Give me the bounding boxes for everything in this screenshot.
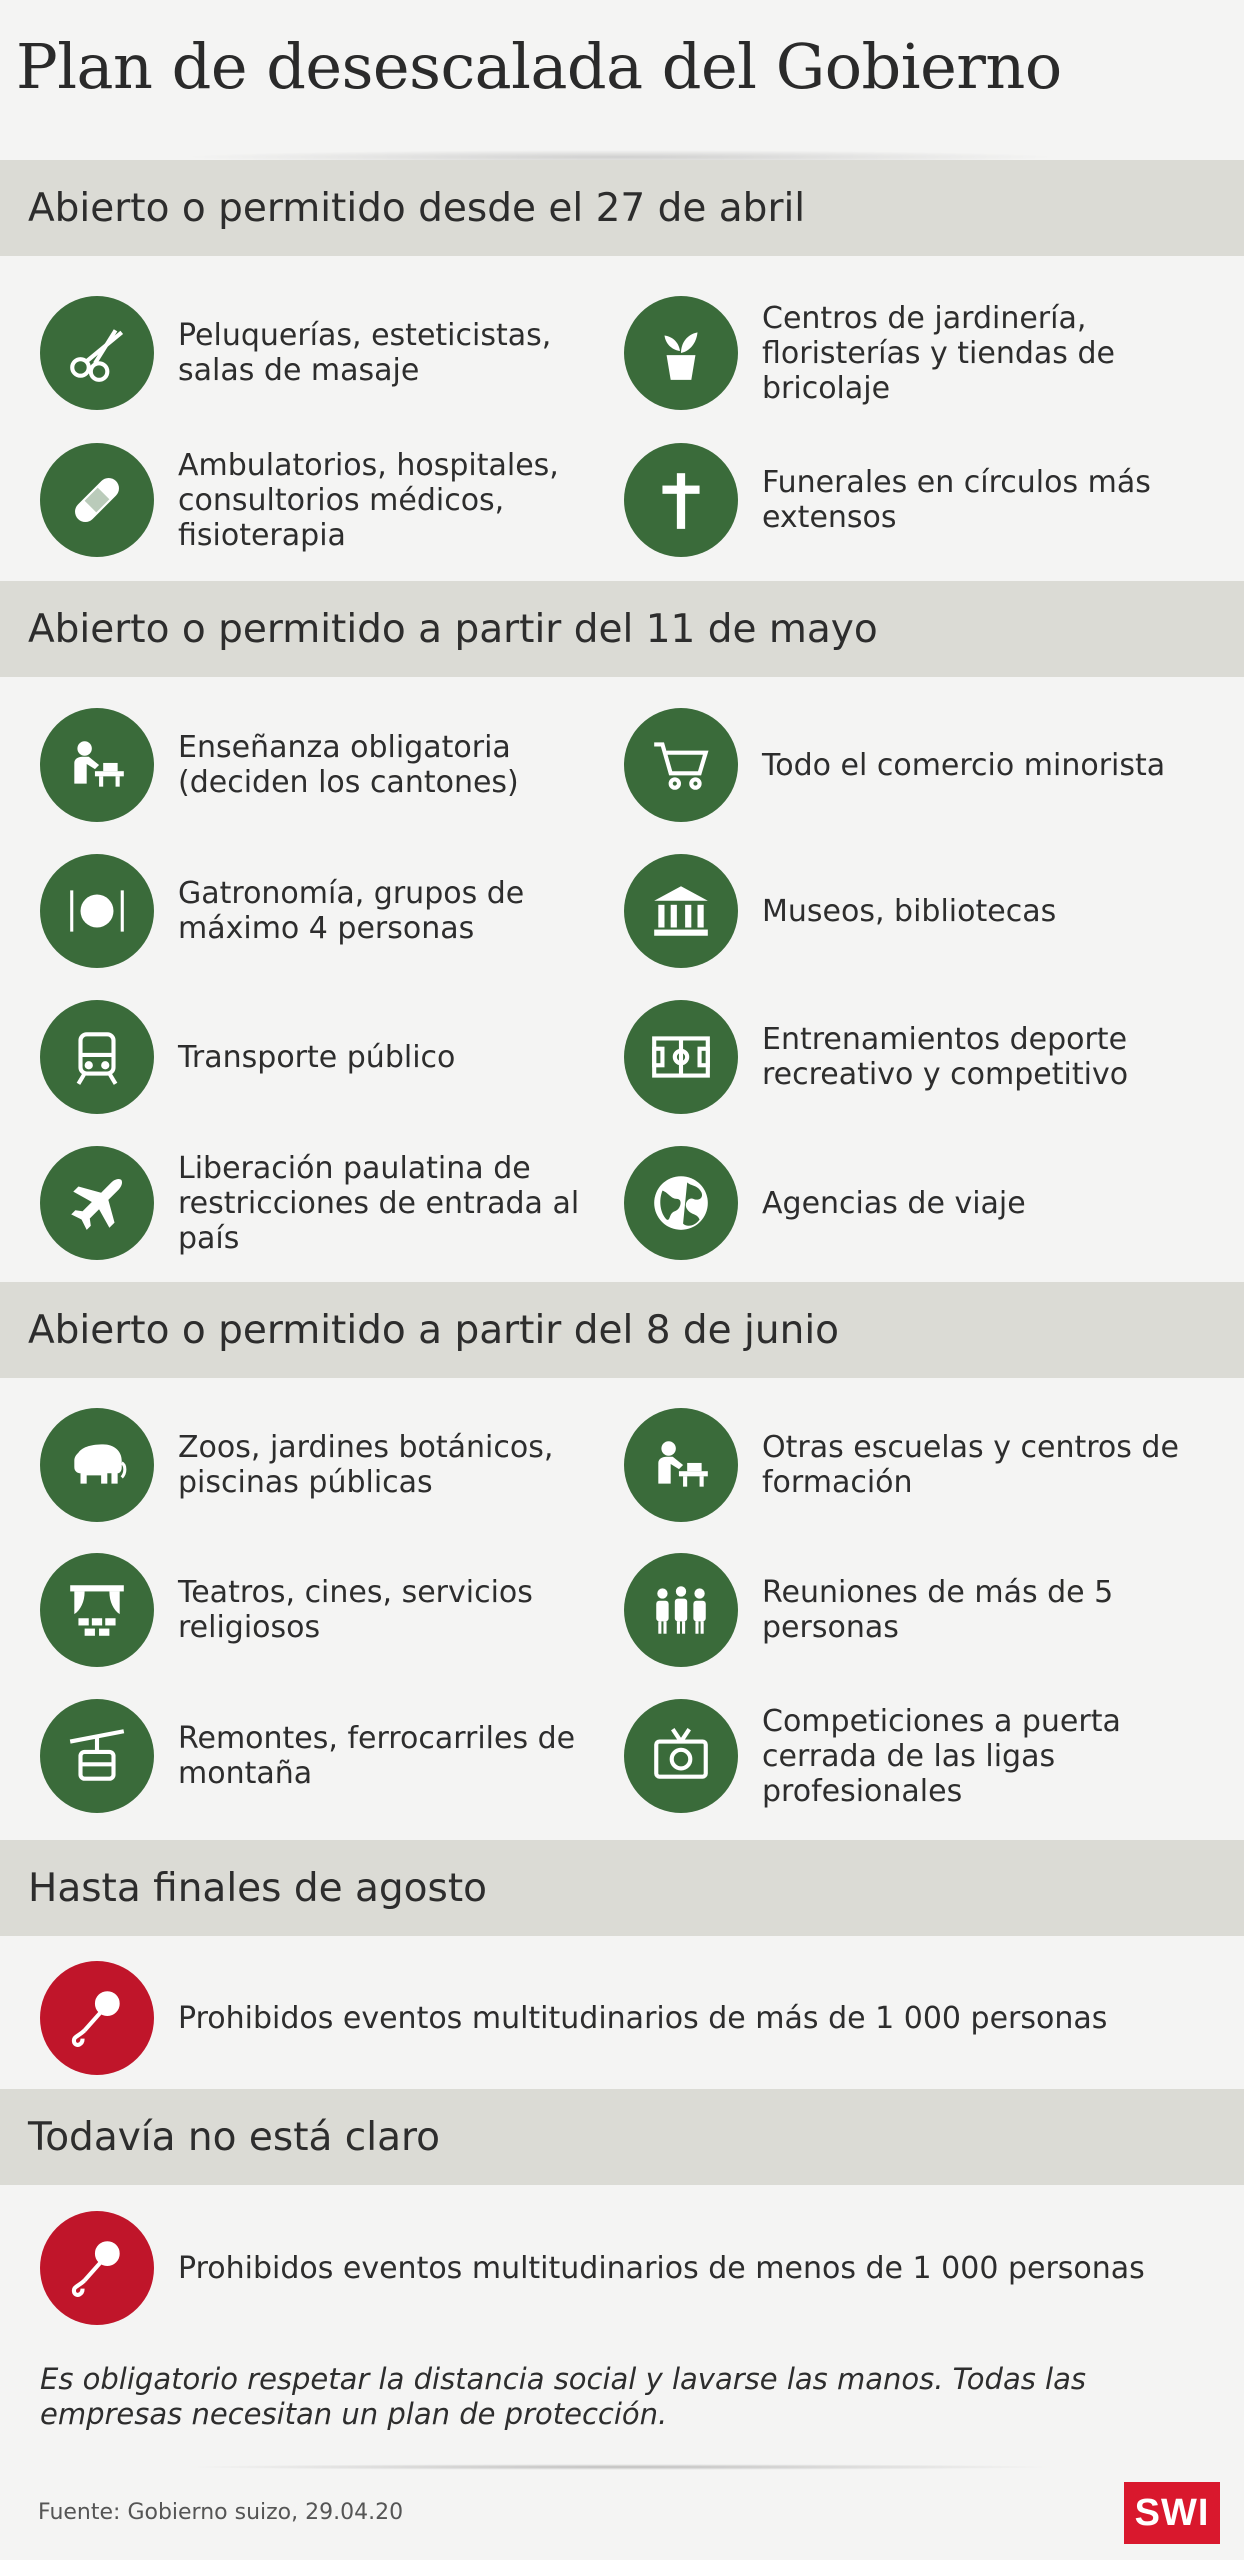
list-item-hairdressers bbox=[40, 296, 600, 410]
list-item-museums bbox=[624, 854, 1184, 968]
section-heading-text: Hasta finales de agosto bbox=[28, 1865, 487, 1911]
section-heading-unclear bbox=[0, 2089, 1244, 2185]
source-text: Fuente: Gobierno suizo, 29.04.20 bbox=[38, 2500, 404, 2525]
list-item-small-events bbox=[40, 2211, 1190, 2325]
list-item-public-transport bbox=[40, 1000, 600, 1114]
item-label: Museos, bibliotecas bbox=[762, 893, 1057, 929]
section-heading-8-june bbox=[0, 1282, 1244, 1378]
scissors-icon bbox=[40, 296, 154, 410]
list-item-hospitals bbox=[40, 443, 600, 557]
list-item-cable-cars bbox=[40, 1699, 600, 1813]
item-label: Entrenamientos deporte recreativo y competitivo bbox=[762, 1022, 1129, 1092]
swi-logo[interactable]: SWI bbox=[1124, 2482, 1220, 2544]
item-label: Centros de jardinería, floristerías y tiendas de bricolaje bbox=[762, 300, 1115, 406]
list-item-zoos bbox=[40, 1408, 600, 1522]
list-item-sports-training bbox=[624, 1000, 1184, 1114]
item-label: Ambulatorios, hospitales, consultorios médicos, fisioterapia bbox=[178, 447, 559, 553]
item-label: Prohibidos eventos multitudinarios de menos de 1 000 personas bbox=[178, 2250, 1145, 2286]
item-label: Reuniones de más de 5 personas bbox=[762, 1575, 1114, 1645]
item-label: Agencias de viaje bbox=[762, 1185, 1026, 1221]
globe-icon bbox=[624, 1146, 738, 1260]
teacher-desk-icon bbox=[624, 1408, 738, 1522]
list-item-travel-agencies bbox=[624, 1146, 1184, 1260]
divider bbox=[180, 2464, 1060, 2470]
theater-icon bbox=[40, 1553, 154, 1667]
list-item-gatherings bbox=[624, 1553, 1184, 1667]
list-item-gastronomy bbox=[40, 854, 600, 968]
train-icon bbox=[40, 1000, 154, 1114]
list-item-schools bbox=[40, 708, 600, 822]
teacher-desk-icon bbox=[40, 708, 154, 822]
list-item-entry-restrictions bbox=[40, 1146, 600, 1260]
list-item-pro-leagues bbox=[624, 1699, 1184, 1813]
section-heading-text: Abierto o permitido a partir del 8 de junio bbox=[28, 1307, 840, 1353]
bandage-icon bbox=[40, 443, 154, 557]
list-item-funerals bbox=[624, 443, 1184, 557]
plant-pot-icon bbox=[624, 296, 738, 410]
tv-ball-icon bbox=[624, 1699, 738, 1813]
microphone-icon bbox=[40, 1961, 154, 2075]
list-item-theaters bbox=[40, 1553, 600, 1667]
section-heading-text: Todavía no está claro bbox=[28, 2114, 441, 2160]
microphone-icon bbox=[40, 2211, 154, 2325]
item-label: Todo el comercio minorista bbox=[762, 747, 1166, 783]
section-heading-end-august bbox=[0, 1840, 1244, 1936]
group-people-icon bbox=[624, 1553, 738, 1667]
list-item-large-events bbox=[40, 1961, 1190, 2075]
list-item-other-schools bbox=[624, 1408, 1184, 1522]
item-label: Teatros, cines, servicios religiosos bbox=[178, 1575, 533, 1645]
sports-field-icon bbox=[624, 1000, 738, 1114]
item-label: Liberación paulatina de restricciones de entrada al país bbox=[178, 1150, 580, 1256]
page-title: Plan de desescalada del Gobierno bbox=[16, 30, 1062, 103]
item-label: Zoos, jardines botánicos, piscinas públicas bbox=[178, 1430, 554, 1500]
section-heading-text: Abierto o permitido desde el 27 de abril bbox=[28, 185, 806, 231]
list-item-garden-centers bbox=[624, 296, 1184, 410]
list-item-retail bbox=[624, 708, 1184, 822]
item-label: Transporte público bbox=[178, 1039, 456, 1075]
cable-car-icon bbox=[40, 1699, 154, 1813]
cross-icon bbox=[624, 443, 738, 557]
item-label: Peluquerías, esteticistas, salas de masaje bbox=[178, 318, 552, 388]
section-heading-text: Abierto o permitido a partir del 11 de mayo bbox=[28, 606, 878, 652]
section-heading-11-may bbox=[0, 581, 1244, 677]
shopping-cart-icon bbox=[624, 708, 738, 822]
item-label: Prohibidos eventos multitudinarios de más de 1 000 personas bbox=[178, 2000, 1108, 2036]
footnote: Es obligatorio respetar la distancia social y lavarse las manos. Todas las empresas necesitan un plan de protección. bbox=[40, 2362, 1086, 2431]
item-label: Otras escuelas y centros de formación bbox=[762, 1430, 1179, 1500]
item-label: Competiciones a puerta cerrada de las ligas profesionales bbox=[762, 1703, 1121, 1809]
item-label: Enseñanza obligatoria (deciden los cantones) bbox=[178, 730, 519, 800]
item-label: Gatronomía, grupos de máximo 4 personas bbox=[178, 876, 525, 946]
item-label: Funerales en círculos más extensos bbox=[762, 465, 1151, 535]
elephant-icon bbox=[40, 1408, 154, 1522]
item-label: Remontes, ferrocarriles de montaña bbox=[178, 1721, 576, 1791]
airplane-icon bbox=[40, 1146, 154, 1260]
museum-icon bbox=[624, 854, 738, 968]
plate-cutlery-icon bbox=[40, 854, 154, 968]
section-heading-27-april bbox=[0, 160, 1244, 256]
